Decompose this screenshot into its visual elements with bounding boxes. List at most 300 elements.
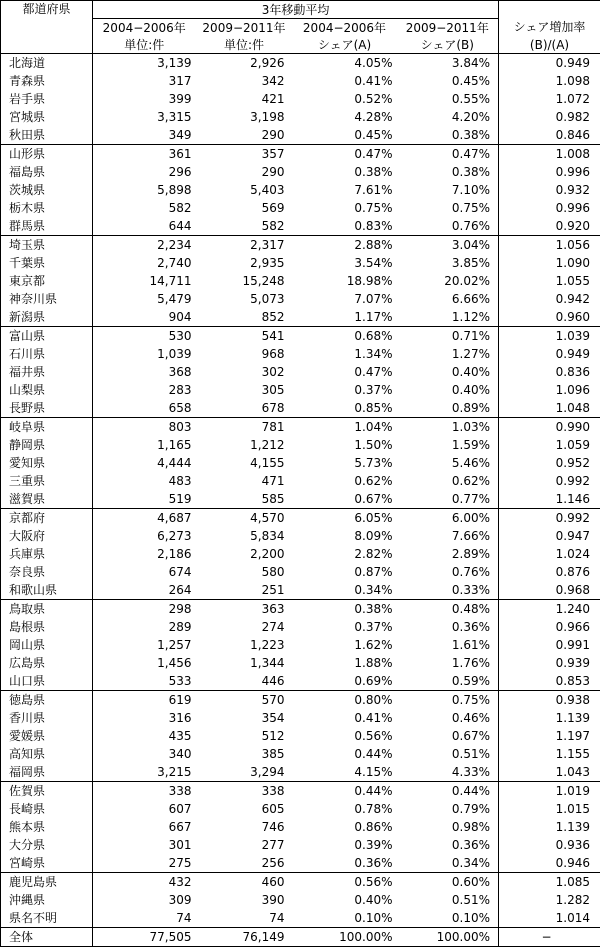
count-2004-2006-cell: 667	[93, 818, 196, 836]
count-2004-2006-cell: 301	[93, 836, 196, 854]
share-a-cell: 0.80%	[293, 691, 397, 710]
table-row	[1, 54, 600, 73]
count-2004-2006-cell: 4,687	[93, 509, 196, 528]
count-2009-2011-cell: 357	[196, 145, 293, 164]
count-2009-2011-cell: 570	[196, 691, 293, 710]
share-b-cell: 0.44%	[397, 782, 499, 801]
count-2004-2006-cell: 3,215	[93, 763, 196, 782]
share-a-cell: 4.28%	[293, 108, 397, 126]
share-a-cell: 0.44%	[293, 745, 397, 763]
share-b-cell: 0.40%	[397, 363, 499, 381]
share-a-cell: 0.87%	[293, 563, 397, 581]
table-row	[1, 654, 600, 672]
count-2009-2011-cell: 2,200	[196, 545, 293, 563]
prefecture-cell: 兵庫県	[1, 545, 93, 563]
share-a-cell: 0.68%	[293, 327, 397, 346]
table-row	[1, 545, 600, 563]
count-2004-2006-cell: 803	[93, 418, 196, 437]
table-row	[1, 345, 600, 363]
prefecture-cell: 佐賀県	[1, 782, 93, 801]
count-2009-2011-cell: 363	[196, 600, 293, 619]
prefecture-cell: 青森県	[1, 72, 93, 90]
share-ratio-cell: 1.056	[499, 236, 600, 255]
table-body	[1, 54, 600, 947]
count-2004-2006-cell: 275	[93, 854, 196, 873]
share-b-cell: 0.36%	[397, 618, 499, 636]
prefecture-cell: 香川県	[1, 709, 93, 727]
count-2004-2006-cell: 316	[93, 709, 196, 727]
share-ratio-cell: 0.949	[499, 345, 600, 363]
share-ratio-cell: 1.197	[499, 727, 600, 745]
share-b-cell: 0.76%	[397, 563, 499, 581]
table-row	[1, 854, 600, 873]
header-col2-line1: 2009−2011年	[196, 19, 293, 37]
share-a-cell: 0.85%	[293, 399, 397, 418]
total-share-b-cell: 100.00%	[397, 928, 499, 947]
prefecture-cell: 鳥取県	[1, 600, 93, 619]
count-2009-2011-cell: 274	[196, 618, 293, 636]
count-2009-2011-cell: 3,198	[196, 108, 293, 126]
count-2009-2011-cell: 15,248	[196, 272, 293, 290]
share-ratio-cell: 0.942	[499, 290, 600, 308]
share-b-cell: 0.76%	[397, 217, 499, 236]
table-row	[1, 399, 600, 418]
share-b-cell: 0.62%	[397, 472, 499, 490]
share-b-cell: 3.04%	[397, 236, 499, 255]
share-a-cell: 0.56%	[293, 873, 397, 892]
count-2004-2006-cell: 340	[93, 745, 196, 763]
share-ratio-cell: 1.039	[499, 327, 600, 346]
share-a-cell: 2.82%	[293, 545, 397, 563]
share-b-cell: 7.66%	[397, 527, 499, 545]
count-2004-2006-cell: 6,273	[93, 527, 196, 545]
prefecture-cell: 宮崎県	[1, 854, 93, 873]
table-row	[1, 818, 600, 836]
count-2004-2006-cell: 2,186	[93, 545, 196, 563]
table-row	[1, 800, 600, 818]
count-2009-2011-cell: 4,155	[196, 454, 293, 472]
table-row	[1, 672, 600, 691]
count-2004-2006-cell: 432	[93, 873, 196, 892]
table-row	[1, 873, 600, 892]
share-a-cell: 8.09%	[293, 527, 397, 545]
table-row	[1, 126, 600, 145]
header-moving-average: 3年移動平均	[93, 1, 499, 19]
share-ratio-cell: 1.043	[499, 763, 600, 782]
count-2009-2011-cell: 460	[196, 873, 293, 892]
share-a-cell: 4.05%	[293, 54, 397, 73]
share-a-cell: 0.86%	[293, 818, 397, 836]
share-ratio-cell: 0.876	[499, 563, 600, 581]
table-row	[1, 691, 600, 710]
count-2004-2006-cell: 298	[93, 600, 196, 619]
share-b-cell: 0.45%	[397, 72, 499, 90]
prefecture-cell: 熊本県	[1, 818, 93, 836]
count-2004-2006-cell: 1,165	[93, 436, 196, 454]
table-row	[1, 600, 600, 619]
share-b-cell: 1.76%	[397, 654, 499, 672]
count-2009-2011-cell: 541	[196, 327, 293, 346]
prefecture-cell: 京都府	[1, 509, 93, 528]
share-b-cell: 0.77%	[397, 490, 499, 509]
share-ratio-cell: 0.949	[499, 54, 600, 73]
share-ratio-cell: 1.055	[499, 272, 600, 290]
prefecture-cell: 滋賀県	[1, 490, 93, 509]
share-a-cell: 7.07%	[293, 290, 397, 308]
count-2009-2011-cell: 256	[196, 854, 293, 873]
table-row	[1, 509, 600, 528]
share-a-cell: 0.67%	[293, 490, 397, 509]
header-col3-line1: 2004−2006年	[293, 19, 397, 37]
share-ratio-cell: 0.920	[499, 217, 600, 236]
table-row	[1, 909, 600, 928]
count-2004-2006-cell: 1,039	[93, 345, 196, 363]
count-2009-2011-cell: 342	[196, 72, 293, 90]
share-ratio-cell: 1.090	[499, 254, 600, 272]
share-b-cell: 0.33%	[397, 581, 499, 600]
count-2004-2006-cell: 289	[93, 618, 196, 636]
count-2004-2006-cell: 5,898	[93, 181, 196, 199]
share-a-cell: 0.75%	[293, 199, 397, 217]
count-2004-2006-cell: 3,315	[93, 108, 196, 126]
prefecture-cell: 和歌山県	[1, 581, 93, 600]
count-2009-2011-cell: 605	[196, 800, 293, 818]
prefecture-cell: 秋田県	[1, 126, 93, 145]
count-2004-2006-cell: 349	[93, 126, 196, 145]
table-row	[1, 618, 600, 636]
header-col4-line1: 2009−2011年	[397, 19, 499, 37]
share-b-cell: 5.46%	[397, 454, 499, 472]
share-ratio-cell: 0.996	[499, 199, 600, 217]
share-b-cell: 0.67%	[397, 727, 499, 745]
count-2009-2011-cell: 678	[196, 399, 293, 418]
share-a-cell: 1.04%	[293, 418, 397, 437]
share-ratio-cell: 0.932	[499, 181, 600, 199]
count-2009-2011-cell: 471	[196, 472, 293, 490]
count-2004-2006-cell: 309	[93, 891, 196, 909]
share-b-cell: 0.75%	[397, 691, 499, 710]
prefecture-cell: 北海道	[1, 54, 93, 73]
count-2004-2006-cell: 14,711	[93, 272, 196, 290]
share-ratio-cell: 1.072	[499, 90, 600, 108]
share-b-cell: 3.84%	[397, 54, 499, 73]
share-b-cell: 0.98%	[397, 818, 499, 836]
count-2004-2006-cell: 399	[93, 90, 196, 108]
count-2004-2006-cell: 904	[93, 308, 196, 327]
share-a-cell: 1.34%	[293, 345, 397, 363]
header-col1-line1: 2004−2006年	[93, 19, 196, 37]
share-a-cell: 1.50%	[293, 436, 397, 454]
header-col5-line2: (B)/(A)	[499, 36, 600, 54]
count-2009-2011-cell: 74	[196, 909, 293, 928]
table-row	[1, 745, 600, 763]
table-row	[1, 163, 600, 181]
share-a-cell: 0.44%	[293, 782, 397, 801]
table-row	[1, 272, 600, 290]
share-b-cell: 2.89%	[397, 545, 499, 563]
prefecture-cell: 栃木県	[1, 199, 93, 217]
prefecture-cell: 大分県	[1, 836, 93, 854]
count-2004-2006-cell: 368	[93, 363, 196, 381]
total-share-ratio-cell: −	[499, 928, 600, 947]
count-2009-2011-cell: 4,570	[196, 509, 293, 528]
table-row	[1, 782, 600, 801]
count-2009-2011-cell: 580	[196, 563, 293, 581]
count-2009-2011-cell: 277	[196, 836, 293, 854]
count-2004-2006-cell: 483	[93, 472, 196, 490]
prefecture-cell: 福井県	[1, 363, 93, 381]
prefecture-cell: 徳島県	[1, 691, 93, 710]
prefecture-cell: 静岡県	[1, 436, 93, 454]
count-2009-2011-cell: 290	[196, 163, 293, 181]
share-b-cell: 1.59%	[397, 436, 499, 454]
share-ratio-cell: 0.947	[499, 527, 600, 545]
share-b-cell: 6.66%	[397, 290, 499, 308]
share-b-cell: 0.38%	[397, 163, 499, 181]
table-row	[1, 72, 600, 90]
share-b-cell: 0.40%	[397, 381, 499, 399]
header-col3-line2: シェア(A)	[293, 36, 397, 54]
table-row	[1, 472, 600, 490]
share-a-cell: 2.88%	[293, 236, 397, 255]
prefecture-cell: 福島県	[1, 163, 93, 181]
count-2004-2006-cell: 1,456	[93, 654, 196, 672]
prefecture-cell: 茨城県	[1, 181, 93, 199]
share-ratio-cell: 1.096	[499, 381, 600, 399]
table-row	[1, 563, 600, 581]
count-2009-2011-cell: 305	[196, 381, 293, 399]
count-2009-2011-cell: 512	[196, 727, 293, 745]
share-a-cell: 4.15%	[293, 763, 397, 782]
table-row	[1, 145, 600, 164]
prefecture-cell: 埼玉県	[1, 236, 93, 255]
header-col4-line2: シェア(B)	[397, 36, 499, 54]
count-2009-2011-cell: 582	[196, 217, 293, 236]
prefecture-cell: 長崎県	[1, 800, 93, 818]
count-2004-2006-cell: 74	[93, 909, 196, 928]
share-b-cell: 0.47%	[397, 145, 499, 164]
prefecture-cell: 高知県	[1, 745, 93, 763]
share-ratio-cell: 1.155	[499, 745, 600, 763]
share-ratio-cell: 0.960	[499, 308, 600, 327]
count-2004-2006-cell: 4,444	[93, 454, 196, 472]
prefecture-cell: 群馬県	[1, 217, 93, 236]
share-b-cell: 0.75%	[397, 199, 499, 217]
prefecture-cell: 島根県	[1, 618, 93, 636]
share-ratio-cell: 1.146	[499, 490, 600, 509]
prefecture-cell: 東京都	[1, 272, 93, 290]
share-b-cell: 0.38%	[397, 126, 499, 145]
table-row	[1, 181, 600, 199]
share-ratio-cell: 1.240	[499, 600, 600, 619]
header-prefecture: 都道府県	[1, 1, 93, 54]
table-row	[1, 90, 600, 108]
count-2004-2006-cell: 519	[93, 490, 196, 509]
table-row	[1, 891, 600, 909]
count-2004-2006-cell: 530	[93, 327, 196, 346]
table-row	[1, 454, 600, 472]
share-a-cell: 5.73%	[293, 454, 397, 472]
prefecture-cell: 鹿児島県	[1, 873, 93, 892]
prefecture-cell: 三重県	[1, 472, 93, 490]
count-2009-2011-cell: 2,935	[196, 254, 293, 272]
share-a-cell: 0.56%	[293, 727, 397, 745]
share-ratio-cell: 0.952	[499, 454, 600, 472]
header-col5-line1: シェア増加率	[499, 19, 600, 37]
share-a-cell: 0.83%	[293, 217, 397, 236]
table-row	[1, 290, 600, 308]
share-ratio-cell: 1.015	[499, 800, 600, 818]
share-ratio-cell: 0.991	[499, 636, 600, 654]
prefecture-cell: 岡山県	[1, 636, 93, 654]
table-row	[1, 108, 600, 126]
share-b-cell: 3.85%	[397, 254, 499, 272]
share-a-cell: 1.88%	[293, 654, 397, 672]
share-ratio-cell: 1.014	[499, 909, 600, 928]
count-2004-2006-cell: 296	[93, 163, 196, 181]
prefecture-cell: 新潟県	[1, 308, 93, 327]
share-a-cell: 0.10%	[293, 909, 397, 928]
share-b-cell: 0.51%	[397, 891, 499, 909]
share-a-cell: 3.54%	[293, 254, 397, 272]
count-2004-2006-cell: 317	[93, 72, 196, 90]
count-2004-2006-cell: 582	[93, 199, 196, 217]
table-row	[1, 727, 600, 745]
share-ratio-cell: 0.936	[499, 836, 600, 854]
count-2009-2011-cell: 385	[196, 745, 293, 763]
prefecture-cell: 山口県	[1, 672, 93, 691]
share-b-cell: 0.55%	[397, 90, 499, 108]
share-a-cell: 0.52%	[293, 90, 397, 108]
share-a-cell: 0.36%	[293, 854, 397, 873]
share-b-cell: 1.61%	[397, 636, 499, 654]
count-2009-2011-cell: 1,344	[196, 654, 293, 672]
count-2004-2006-cell: 435	[93, 727, 196, 745]
share-a-cell: 0.47%	[293, 145, 397, 164]
total-prefecture-cell: 全体	[1, 928, 93, 947]
count-2004-2006-cell: 607	[93, 800, 196, 818]
count-2009-2011-cell: 421	[196, 90, 293, 108]
share-ratio-cell: 1.139	[499, 709, 600, 727]
share-ratio-cell: 1.008	[499, 145, 600, 164]
count-2004-2006-cell: 658	[93, 399, 196, 418]
table-row	[1, 490, 600, 509]
count-2009-2011-cell: 290	[196, 126, 293, 145]
share-b-cell: 20.02%	[397, 272, 499, 290]
table-row	[1, 527, 600, 545]
share-b-cell: 0.59%	[397, 672, 499, 691]
table-row	[1, 636, 600, 654]
prefecture-cell: 石川県	[1, 345, 93, 363]
share-a-cell: 0.37%	[293, 381, 397, 399]
share-b-cell: 6.00%	[397, 509, 499, 528]
total-count-2004-2006-cell: 77,505	[93, 928, 196, 947]
total-count-2009-2011-cell: 76,149	[196, 928, 293, 947]
count-2009-2011-cell: 338	[196, 782, 293, 801]
prefecture-cell: 宮城県	[1, 108, 93, 126]
prefecture-cell: 愛媛県	[1, 727, 93, 745]
count-2004-2006-cell: 674	[93, 563, 196, 581]
table-row	[1, 581, 600, 600]
count-2009-2011-cell: 781	[196, 418, 293, 437]
share-ratio-cell: 0.982	[499, 108, 600, 126]
prefecture-cell: 広島県	[1, 654, 93, 672]
count-2004-2006-cell: 283	[93, 381, 196, 399]
total-row	[1, 928, 600, 947]
table-row	[1, 327, 600, 346]
share-a-cell: 0.38%	[293, 600, 397, 619]
count-2009-2011-cell: 390	[196, 891, 293, 909]
share-b-cell: 0.79%	[397, 800, 499, 818]
count-2004-2006-cell: 3,139	[93, 54, 196, 73]
count-2004-2006-cell: 1,257	[93, 636, 196, 654]
share-ratio-cell: 1.098	[499, 72, 600, 90]
count-2004-2006-cell: 2,234	[93, 236, 196, 255]
prefecture-cell: 岩手県	[1, 90, 93, 108]
share-a-cell: 0.38%	[293, 163, 397, 181]
share-a-cell: 0.62%	[293, 472, 397, 490]
share-b-cell: 0.10%	[397, 909, 499, 928]
share-a-cell: 0.45%	[293, 126, 397, 145]
share-a-cell: 0.47%	[293, 363, 397, 381]
share-ratio-cell: 0.992	[499, 472, 600, 490]
prefecture-cell: 大阪府	[1, 527, 93, 545]
prefecture-cell: 富山県	[1, 327, 93, 346]
share-b-cell: 4.33%	[397, 763, 499, 782]
share-ratio-cell: 0.996	[499, 163, 600, 181]
count-2004-2006-cell: 2,740	[93, 254, 196, 272]
count-2009-2011-cell: 968	[196, 345, 293, 363]
table-row	[1, 709, 600, 727]
count-2004-2006-cell: 5,479	[93, 290, 196, 308]
prefecture-cell: 千葉県	[1, 254, 93, 272]
table-row	[1, 836, 600, 854]
share-a-cell: 0.78%	[293, 800, 397, 818]
count-2009-2011-cell: 251	[196, 581, 293, 600]
count-2004-2006-cell: 264	[93, 581, 196, 600]
share-a-cell: 7.61%	[293, 181, 397, 199]
share-a-cell: 0.37%	[293, 618, 397, 636]
share-ratio-cell: 1.282	[499, 891, 600, 909]
header-col1-line2: 単位:件	[93, 36, 196, 54]
share-ratio-cell: 0.836	[499, 363, 600, 381]
table-row	[1, 363, 600, 381]
count-2009-2011-cell: 3,294	[196, 763, 293, 782]
header-spacer	[499, 1, 600, 19]
share-a-cell: 0.41%	[293, 709, 397, 727]
table-row	[1, 254, 600, 272]
share-a-cell: 0.40%	[293, 891, 397, 909]
share-b-cell: 1.12%	[397, 308, 499, 327]
prefecture-cell: 神奈川県	[1, 290, 93, 308]
count-2009-2011-cell: 746	[196, 818, 293, 836]
share-a-cell: 0.34%	[293, 581, 397, 600]
share-a-cell: 1.17%	[293, 308, 397, 327]
total-share-a-cell: 100.00%	[293, 928, 397, 947]
share-ratio-cell: 0.992	[499, 509, 600, 528]
table-row	[1, 236, 600, 255]
table-row	[1, 381, 600, 399]
prefecture-cell: 岐阜県	[1, 418, 93, 437]
count-2004-2006-cell: 338	[93, 782, 196, 801]
count-2009-2011-cell: 1,223	[196, 636, 293, 654]
table-row	[1, 763, 600, 782]
share-ratio-cell: 0.966	[499, 618, 600, 636]
share-b-cell: 1.27%	[397, 345, 499, 363]
count-2009-2011-cell: 852	[196, 308, 293, 327]
prefecture-cell: 愛知県	[1, 454, 93, 472]
prefecture-cell: 沖縄県	[1, 891, 93, 909]
